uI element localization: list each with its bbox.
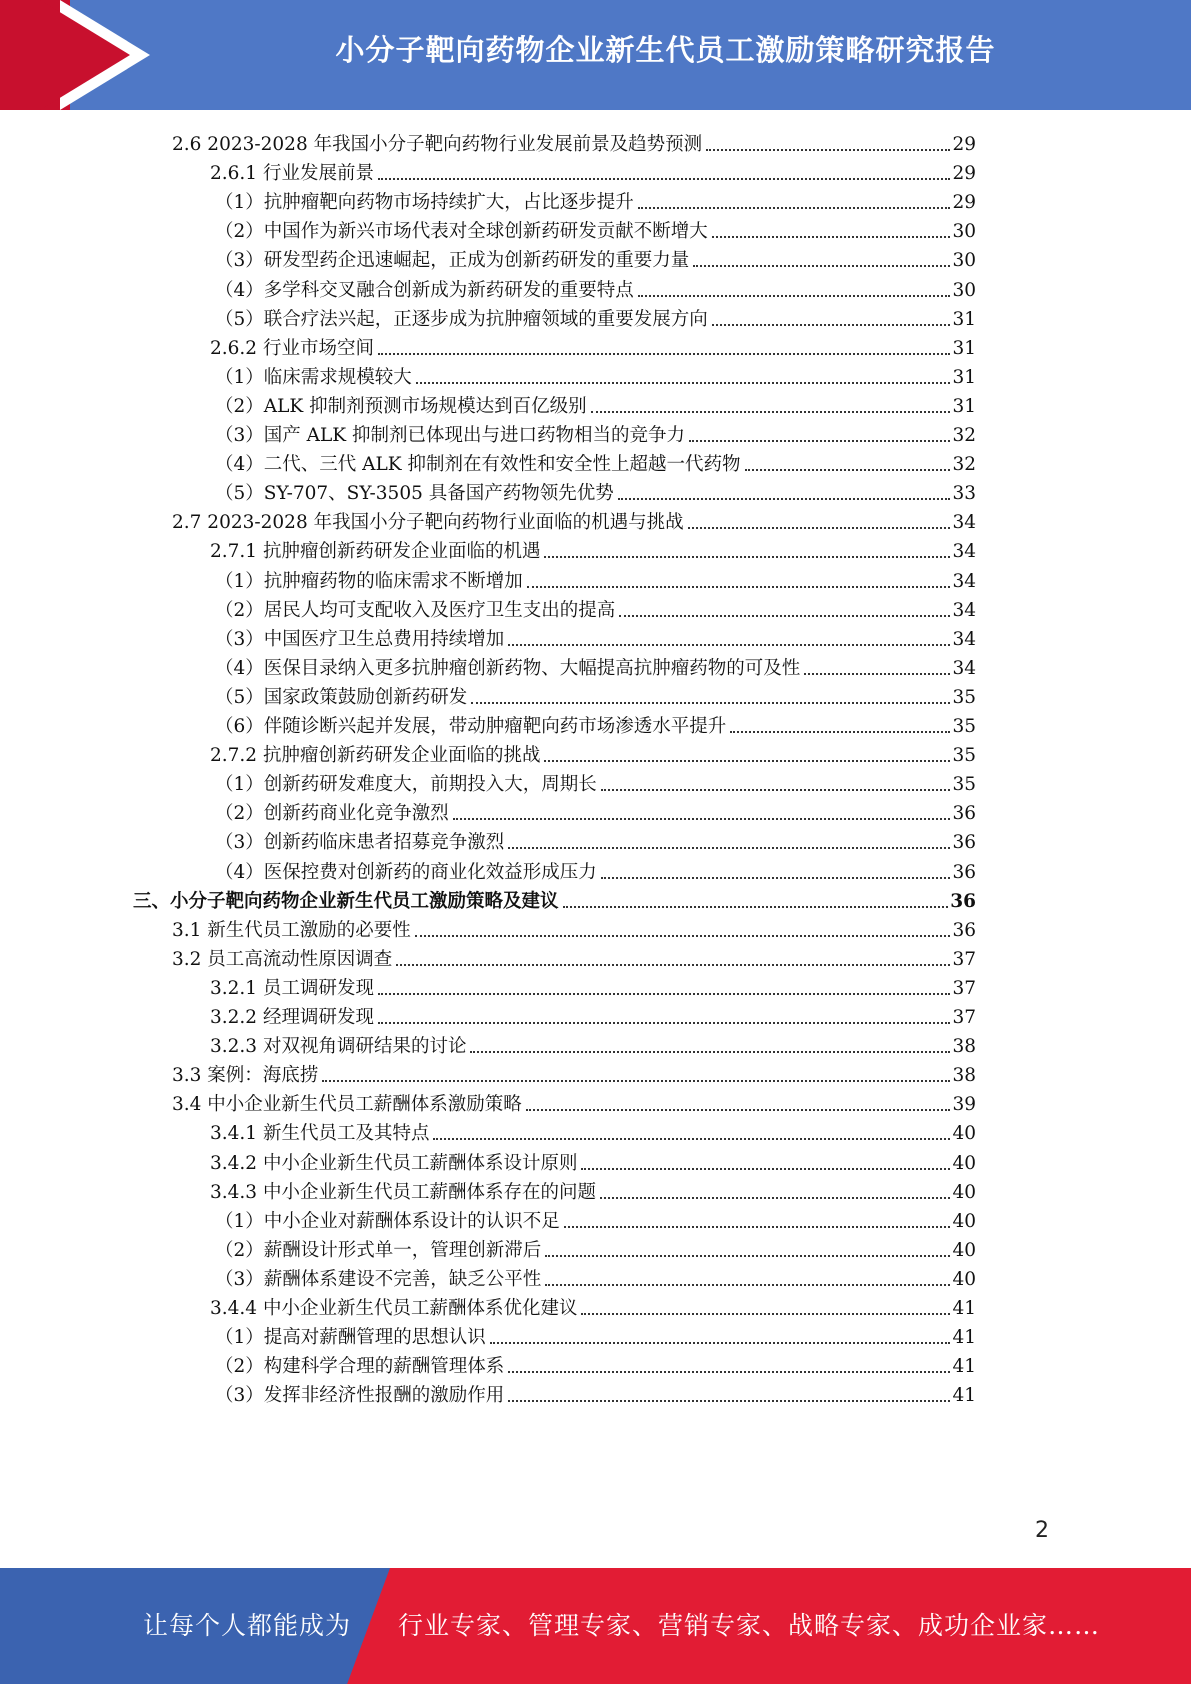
toc-entry[interactable]	[210, 1000, 976, 1031]
toc-entry-page: 29	[952, 192, 976, 214]
toc-entry[interactable]	[210, 1146, 976, 1177]
toc-entry-label: （1）中小企业对薪酬体系设计的认识不足	[215, 1210, 560, 1232]
toc-entry-page: 40	[952, 1123, 976, 1145]
toc-entry-page: 38	[952, 1036, 976, 1058]
toc-entry[interactable]	[215, 855, 976, 886]
page-header	[0, 0, 1191, 110]
toc-dot-leader	[706, 149, 950, 151]
toc-entry-label: 3.1 新生代员工激励的必要性	[172, 919, 411, 941]
toc-entry-page: 34	[952, 628, 976, 650]
toc-entry-page: 29	[952, 163, 976, 185]
toc-entry[interactable]	[210, 1029, 976, 1060]
toc-entry[interactable]	[172, 942, 976, 973]
toc-entry[interactable]	[215, 418, 976, 449]
toc-dot-leader	[618, 498, 951, 500]
toc-entry-label: 2.6 2023-2028 年我国小分子靶向药物行业发展前景及趋势预测	[172, 134, 703, 155]
toc-entry[interactable]	[172, 1087, 976, 1118]
toc-dot-leader	[544, 760, 950, 762]
toc-entry[interactable]	[215, 214, 976, 245]
toc-dot-leader	[712, 236, 951, 238]
toc-entry-label: （1）临床需求规模较大	[215, 366, 412, 388]
toc-entry-label: （6）伴随诊断兴起并发展，带动肿瘤靶向药市场渗透水平提升	[215, 716, 727, 737]
toc-entry[interactable]	[215, 622, 976, 653]
toc-dot-leader	[581, 1313, 950, 1315]
toc-entry-page: 37	[952, 1007, 976, 1028]
toc-entry[interactable]	[215, 709, 976, 740]
toc-entry-label: （4）医保控费对创新药的商业化效益形成压力	[215, 861, 597, 883]
toc-entry[interactable]	[215, 1204, 976, 1235]
toc-dot-leader	[563, 906, 949, 908]
toc-entry-label: 2.7 2023-2028 年我国小分子靶向药物行业面临的机遇与挑战	[172, 512, 684, 534]
toc-dot-leader	[730, 731, 950, 733]
toc-entry-label: （3）研发型药企迅速崛起，正成为创新药研发的重要力量	[215, 250, 690, 272]
toc-entry-label: 3.2 员工高流动性原因调查	[172, 948, 393, 970]
toc-entry[interactable]	[172, 127, 976, 158]
toc-entry-page: 31	[952, 366, 976, 388]
toc-entry-page: 34	[952, 657, 976, 679]
toc-dot-leader	[745, 469, 951, 471]
toc-entry-page: 37	[952, 948, 976, 970]
toc-dot-leader	[490, 1342, 951, 1344]
toc-entry-page: 29	[952, 134, 976, 155]
toc-entry[interactable]	[215, 389, 976, 420]
toc-dot-leader	[564, 1226, 951, 1228]
footer-slogan-left: 让每个人都能成为	[143, 1611, 352, 1640]
toc-dot-leader	[581, 1168, 950, 1170]
toc-entry[interactable]	[215, 243, 976, 274]
toc-entry[interactable]	[210, 1116, 976, 1147]
toc-entry-label: （1）抗肿瘤药物的临床需求不断增加	[215, 570, 523, 592]
toc-entry-label: 三、小分子靶向药物企业新生代员工激励策略及建议	[133, 890, 559, 912]
toc-dot-leader	[508, 1371, 950, 1373]
toc-entry-label: 3.4.1 新生代员工及其特点	[210, 1123, 430, 1145]
toc-entry-label: （1）提高对薪酬管理的思想认识	[215, 1327, 486, 1349]
toc-entry-page: 35	[952, 774, 976, 796]
toc-entry-label: （2）构建科学合理的薪酬管理体系	[215, 1356, 505, 1378]
footer-slogan-right: 行业专家、管理专家、营销专家、战略专家、成功企业家……	[398, 1611, 1101, 1640]
toc-entry-page: 33	[952, 483, 976, 505]
toc-entry-label: 3.3 案例：海底捞	[172, 1065, 319, 1087]
toc-dot-leader	[378, 178, 950, 180]
toc-dot-leader	[415, 935, 951, 937]
toc-dot-leader	[527, 586, 951, 588]
toc-entry-page: 36	[950, 890, 976, 912]
toc-entry-page: 32	[952, 454, 976, 476]
toc-entry[interactable]	[172, 505, 976, 536]
toc-dot-leader	[378, 1022, 950, 1024]
toc-dot-leader	[508, 644, 950, 646]
toc-entry-page: 40	[952, 1268, 976, 1290]
toc-entry-label: 2.6.2 行业市场空间	[210, 337, 374, 359]
toc-entry[interactable]	[172, 913, 976, 944]
toc-entry[interactable]	[215, 360, 976, 391]
toc-entry[interactable]	[215, 1262, 976, 1293]
toc-entry-page: 32	[952, 425, 976, 446]
toc-entry[interactable]	[172, 1058, 976, 1089]
toc-entry[interactable]	[210, 156, 976, 187]
toc-entry-page: 31	[952, 337, 976, 359]
toc-entry-label: 3.4.4 中小企业新生代员工薪酬体系优化建议	[210, 1298, 578, 1319]
toc-dot-leader	[712, 324, 951, 326]
toc-entry-page: 31	[952, 395, 976, 417]
toc-entry-label: （2）ALK 抑制剂预测市场规模达到百亿级别	[215, 395, 587, 417]
toc-entry-label: （3）创新药临床患者招募竞争激烈	[215, 832, 505, 854]
toc-entry-page: 40	[952, 1181, 976, 1203]
toc-entry-page: 35	[952, 716, 976, 737]
toc-dot-leader	[638, 295, 951, 297]
toc-dot-leader	[508, 847, 950, 849]
page-footer	[0, 1568, 1191, 1684]
toc-dot-leader	[693, 265, 950, 267]
toc-entry[interactable]	[215, 1378, 976, 1409]
toc-entry-page: 30	[952, 221, 976, 243]
toc-entry-page: 36	[952, 861, 976, 883]
header-arrow-icon	[40, 0, 130, 110]
toc-entry-page: 30	[952, 250, 976, 272]
toc-entry-label: （5）国家政策鼓励创新药研发	[215, 686, 468, 708]
toc-entry-page: 34	[952, 512, 976, 534]
toc-entry-label: （4）医保目录纳入更多抗肿瘤创新药物、大幅提高抗肿瘤药物的可及性	[215, 657, 801, 679]
toc-dot-leader	[804, 673, 950, 675]
toc-entry-label: （3）国产 ALK 抑制剂已体现出与进口药物相当的竞争力	[215, 425, 685, 446]
toc-entry-page: 40	[952, 1152, 976, 1174]
toc-entry-page: 31	[952, 308, 976, 330]
toc-entry-label: （4）多学科交叉融合创新成为新药研发的重要特点	[215, 279, 634, 301]
toc-dot-leader	[433, 1138, 950, 1140]
toc-entry-label: （2）创新药商业化竞争激烈	[215, 803, 449, 825]
toc-entry-page: 37	[952, 977, 976, 999]
toc-entry-label: （5）SY-707、SY-3505 具备国产药物领先优势	[215, 483, 614, 505]
toc-dot-leader	[545, 1284, 950, 1286]
toc-entry-label: （3）发挥非经济性报酬的激励作用	[215, 1385, 505, 1407]
toc-dot-leader	[471, 702, 950, 704]
toc-dot-leader	[619, 615, 950, 617]
report-title: 小分子靶向药物企业新生代员工激励策略研究报告	[335, 33, 996, 67]
toc-entry-page: 41	[952, 1298, 976, 1319]
toc-entry[interactable]	[210, 534, 976, 565]
toc-entry-label: 2.7.1 抗肿瘤创新药研发企业面临的机遇	[210, 541, 541, 563]
toc-dot-leader	[544, 556, 950, 558]
toc-entry-page: 36	[952, 919, 976, 941]
toc-entry-label: 3.2.3 对双视角调研结果的讨论	[210, 1036, 467, 1058]
toc-entry-label: （3）中国医疗卫生总费用持续增加	[215, 628, 505, 650]
toc-entry-label: （4）二代、三代 ALK 抑制剂在有效性和安全性上超越一代药物	[215, 454, 741, 476]
toc-entry-label: 3.2.2 经理调研发现	[210, 1007, 374, 1028]
toc-entry[interactable]	[215, 680, 976, 711]
toc-entry-page: 34	[952, 541, 976, 563]
toc-entry[interactable]	[215, 1349, 976, 1380]
toc-entry[interactable]	[215, 564, 976, 595]
toc-entry-page: 35	[952, 745, 976, 767]
toc-entry[interactable]	[210, 971, 976, 1002]
toc-entry[interactable]	[215, 476, 976, 507]
toc-entry[interactable]	[210, 1175, 976, 1206]
toc-dot-leader	[453, 818, 951, 820]
toc-entry-page: 38	[952, 1065, 976, 1087]
toc-entry[interactable]	[215, 1320, 976, 1351]
toc-dot-leader	[591, 411, 951, 413]
toc-entry-page: 39	[952, 1094, 976, 1116]
toc-entry[interactable]	[210, 1291, 976, 1322]
toc-entry-label: 2.6.1 行业发展前景	[210, 163, 374, 185]
toc-entry[interactable]	[215, 825, 976, 856]
toc-entry-page: 30	[952, 279, 976, 301]
toc-entry[interactable]	[215, 796, 976, 827]
toc-dot-leader	[688, 527, 951, 529]
toc-entry-page: 40	[952, 1239, 976, 1261]
toc-entry-label: 3.4 中小企业新生代员工薪酬体系激励策略	[172, 1094, 522, 1116]
toc-dot-leader	[545, 1255, 950, 1257]
toc-dot-leader	[416, 382, 951, 384]
toc-entry-page: 41	[952, 1356, 976, 1378]
toc-entry-page: 36	[952, 803, 976, 825]
toc-dot-leader	[601, 877, 951, 879]
toc-dot-leader	[600, 1197, 950, 1199]
toc-entry-page: 41	[952, 1327, 976, 1349]
page-number: 2	[1035, 1518, 1049, 1543]
toc-entry-label: （2）中国作为新兴市场代表对全球创新药研发贡献不断增大	[215, 221, 708, 243]
toc-dot-leader	[396, 964, 950, 966]
toc-dot-leader	[470, 1051, 950, 1053]
toc-entry[interactable]	[215, 447, 976, 478]
toc-entry-label: （1）创新药研发难度大，前期投入大，周期长	[215, 774, 597, 796]
toc-entry[interactable]	[215, 767, 976, 798]
toc-entry-page: 35	[952, 686, 976, 708]
toc-entry[interactable]	[133, 884, 976, 915]
toc-dot-leader	[689, 440, 950, 442]
toc-entry-page: 36	[952, 832, 976, 854]
toc-dot-leader	[378, 993, 950, 995]
toc-entry[interactable]	[215, 302, 976, 333]
toc-entry-page: 41	[952, 1385, 976, 1407]
toc-dot-leader	[322, 1080, 950, 1082]
toc-entry[interactable]	[215, 1233, 976, 1264]
toc-entry[interactable]	[210, 738, 976, 769]
toc-entry[interactable]	[210, 331, 976, 362]
toc-entry[interactable]	[215, 593, 976, 624]
toc-dot-leader	[526, 1109, 951, 1111]
toc-entry-page: 34	[952, 599, 976, 621]
toc-entry-page: 34	[952, 570, 976, 592]
toc-entry-label: （2）居民人均可支配收入及医疗卫生支出的提高	[215, 599, 616, 621]
toc-entry-label: （2）薪酬设计形式单一，管理创新滞后	[215, 1239, 542, 1261]
toc-entry[interactable]	[215, 651, 976, 682]
toc-entry-label: （5）联合疗法兴起，正逐步成为抗肿瘤领域的重要发展方向	[215, 308, 708, 330]
toc-dot-leader	[508, 1400, 950, 1402]
toc-entry-page: 40	[952, 1210, 976, 1232]
toc-entry-label: （3）薪酬体系建设不完善，缺乏公平性	[215, 1268, 542, 1290]
toc-entry-label: 2.7.2 抗肿瘤创新药研发企业面临的挑战	[210, 745, 541, 767]
toc-entry[interactable]	[215, 185, 976, 216]
toc-dot-leader	[601, 789, 951, 791]
toc-entry-label: 3.4.2 中小企业新生代员工薪酬体系设计原则	[210, 1152, 578, 1174]
toc-entry-label: 3.2.1 员工调研发现	[210, 977, 374, 999]
toc-entry-label: 3.4.3 中小企业新生代员工薪酬体系存在的问题	[210, 1181, 596, 1203]
toc-entry[interactable]	[215, 273, 976, 304]
toc-entry-label: （1）抗肿瘤靶向药物市场持续扩大，占比逐步提升	[215, 192, 634, 214]
toc-dot-leader	[378, 353, 950, 355]
toc-dot-leader	[638, 207, 951, 209]
